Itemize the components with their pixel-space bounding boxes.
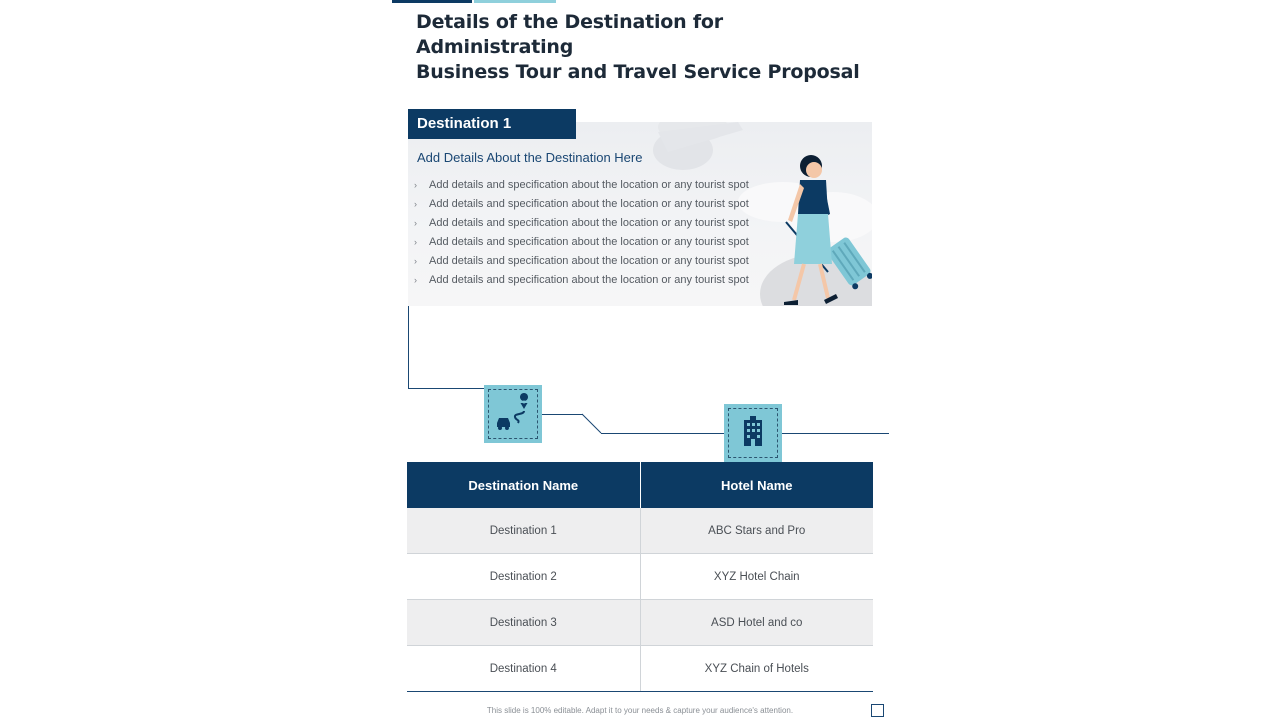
chevron-right-icon: › <box>414 256 417 266</box>
destination-cell: Destination 4 <box>407 646 640 692</box>
destination-subtitle: Add Details About the Destination Here <box>417 150 643 165</box>
list-item-text: Add details and specification about the location or any tourist spot <box>429 179 749 191</box>
destination-details-list <box>414 176 749 290</box>
route-icon-box <box>484 385 542 443</box>
connector-line <box>601 433 724 434</box>
connector-line <box>541 414 583 415</box>
car-route-icon <box>484 385 542 443</box>
destination-cell: Destination 2 <box>407 554 640 600</box>
list-item-text: Add details and specification about the location or any tourist spot <box>429 255 749 267</box>
table-row <box>407 600 873 646</box>
hotel-cell: XYZ Hotel Chain <box>640 554 873 600</box>
chevron-right-icon: › <box>414 237 417 247</box>
chevron-right-icon: › <box>414 275 417 285</box>
table-row <box>407 554 873 600</box>
destination-cell: Destination 1 <box>407 508 640 554</box>
table-row <box>407 508 873 554</box>
list-item-text: Add details and specification about the location or any tourist spot <box>429 236 749 248</box>
column-header-destination: Destination Name <box>407 462 640 508</box>
connector-line <box>582 413 612 435</box>
top-accent-bar-dark <box>392 0 472 3</box>
list-item <box>414 252 749 271</box>
table-header-row <box>407 462 873 508</box>
corner-square-icon <box>871 704 884 717</box>
connector-line <box>782 433 889 434</box>
hotel-building-icon <box>724 404 782 462</box>
page-title-line-1: Details of the Destination for Administrating <box>416 11 723 58</box>
list-item <box>414 271 749 290</box>
destination-hotel-table <box>407 462 873 692</box>
destination-tab: Destination 1 <box>408 109 576 139</box>
hotel-cell: XYZ Chain of Hotels <box>640 646 873 692</box>
list-item <box>414 176 749 195</box>
chevron-right-icon: › <box>414 199 417 209</box>
list-item <box>414 214 749 233</box>
list-item-text: Add details and specification about the location or any tourist spot <box>429 274 749 286</box>
chevron-right-icon: › <box>414 180 417 190</box>
footer-note: This slide is 100% editable. Adapt it to your needs & capture your audience's attention. <box>486 706 794 715</box>
table-row <box>407 646 873 692</box>
list-item <box>414 195 749 214</box>
hotel-cell: ASD Hotel and co <box>640 600 873 646</box>
column-header-hotel: Hotel Name <box>640 462 873 508</box>
connector-line <box>408 306 409 389</box>
list-item-text: Add details and specification about the location or any tourist spot <box>429 217 749 229</box>
destination-cell: Destination 3 <box>407 600 640 646</box>
list-item <box>414 233 749 252</box>
connector-line <box>408 388 484 389</box>
chevron-right-icon: › <box>414 218 417 228</box>
list-item-text: Add details and specification about the location or any tourist spot <box>429 198 749 210</box>
page-title-line-2: Business Tour and Travel Service Proposal <box>416 61 860 83</box>
hotel-icon-box <box>724 404 782 462</box>
top-accent-bar-light <box>474 0 556 3</box>
page-title <box>416 10 886 85</box>
hotel-cell: ABC Stars and Pro <box>640 508 873 554</box>
